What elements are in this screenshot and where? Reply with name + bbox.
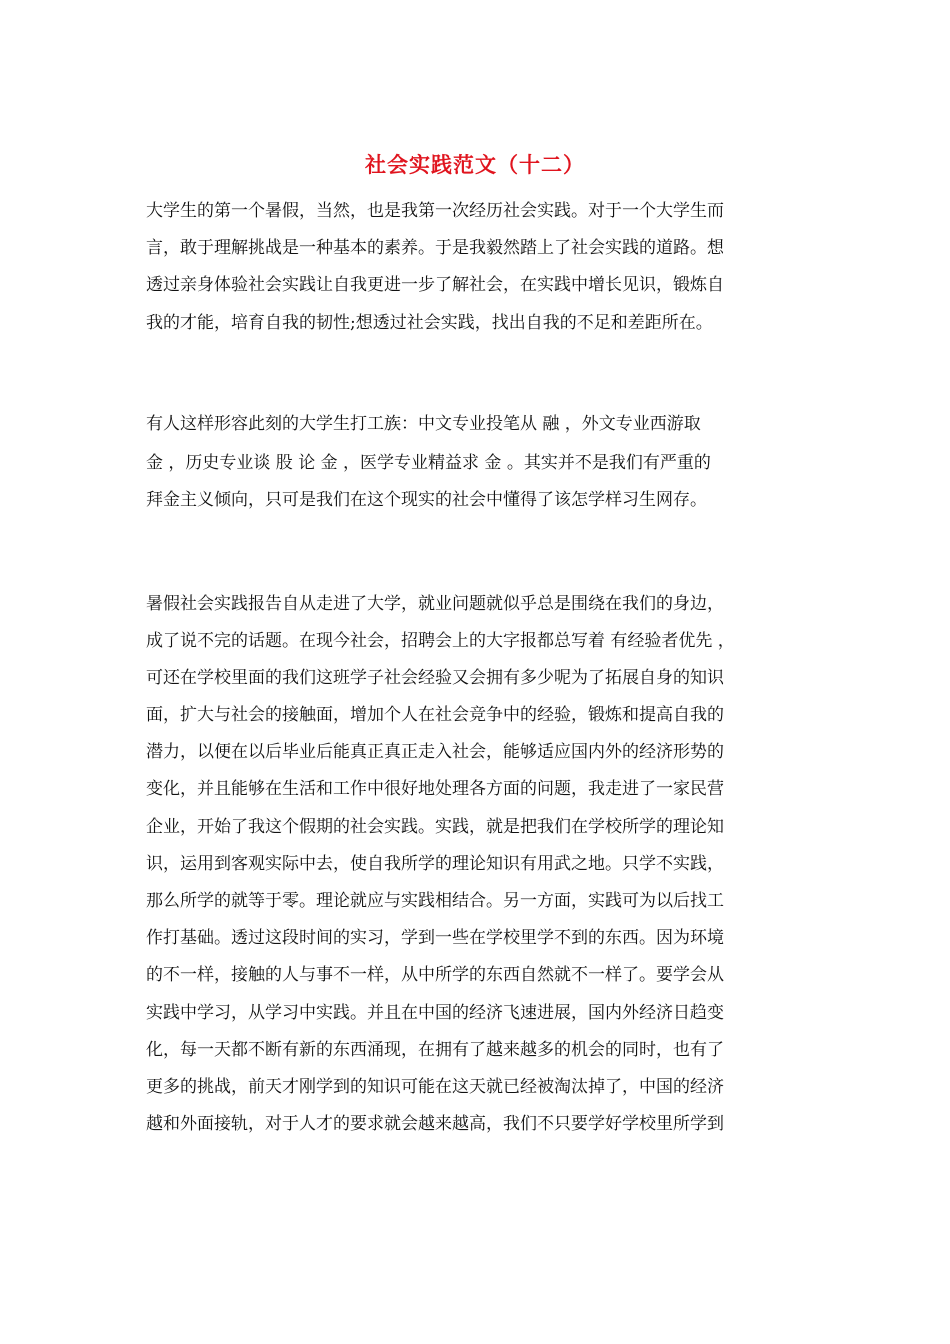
text-line: 化，每一天都不断有新的东西涌现，在拥有了越来越多的机会的同时，也有了	[146, 1040, 724, 1060]
text-line: 作打基础。透过这段时间的实习，学到一些在学校里学不到的东西。因为环境	[146, 928, 724, 948]
text-line: 识，运用到客观实际中去，使自我所学的理论知识有用武之地。只学不实践，	[146, 854, 724, 874]
document-title: 社会实践范文（十二）	[365, 152, 585, 177]
text-line: 潜力，以便在以后毕业后能真正真正走入社会，能够适应国内外的经济形势的	[146, 742, 724, 762]
text-line: 可还在学校里面的我们这班学子社会经验又会拥有多少呢为了拓展自身的知识	[146, 668, 724, 688]
text-line: 金 ，历史专业谈 股 论 金 ，医学专业精益求 金 。其实并不是我们有严重的	[146, 453, 711, 473]
text-line: 言，敢于理解挑战是一种基本的素养。于是我毅然踏上了社会实践的道路。想	[146, 238, 724, 258]
text-line: 有人这样形容此刻的大学生打工族：中文专业投笔从 融 ，外文专业西游取	[146, 414, 701, 434]
text-line: 面，扩大与社会的接触面，增加个人在社会竞争中的经验，锻炼和提高自我的	[146, 705, 724, 725]
text-line: 我的才能，培育自我的韧性;想透过社会实践，找出自我的不足和差距所在。	[146, 313, 713, 333]
text-line: 企业，开始了我这个假期的社会实践。实践，就是把我们在学校所学的理论知	[146, 817, 724, 837]
text-line: 大学生的第一个暑假，当然，也是我第一次经历社会实践。对于一个大学生而	[146, 201, 724, 221]
text-line: 透过亲身体验社会实践让自我更进一步了解社会，在实践中增长见识，锻炼自	[146, 275, 724, 295]
text-line: 更多的挑战，前天才刚学到的知识可能在这天就已经被淘汰掉了，中国的经济	[146, 1077, 724, 1097]
text-line: 成了说不完的话题。在现今社会，招聘会上的大字报都总写着 有经验者优先 ，	[146, 631, 735, 651]
text-line: 那么所学的就等于零。理论就应与实践相结合。另一方面，实践可为以后找工	[146, 891, 724, 911]
text-line: 变化，并且能够在生活和工作中很好地处理各方面的问题，我走进了一家民营	[146, 779, 724, 799]
text-line: 的不一样，接触的人与事不一样，从中所学的东西自然就不一样了。要学会从	[146, 965, 724, 985]
text-line: 拜金主义倾向，只可是我们在这个现实的社会中懂得了该怎学样习生网存。	[146, 490, 707, 510]
text-line: 暑假社会实践报告自从走进了大学，就业问题就似乎总是围绕在我们的身边，	[146, 594, 724, 614]
text-line: 实践中学习，从学习中实践。并且在中国的经济飞速进展，国内外经济日趋变	[146, 1003, 724, 1023]
text-line: 越和外面接轨，对于人才的要求就会越来越高，我们不只要学好学校里所学到	[146, 1114, 724, 1134]
